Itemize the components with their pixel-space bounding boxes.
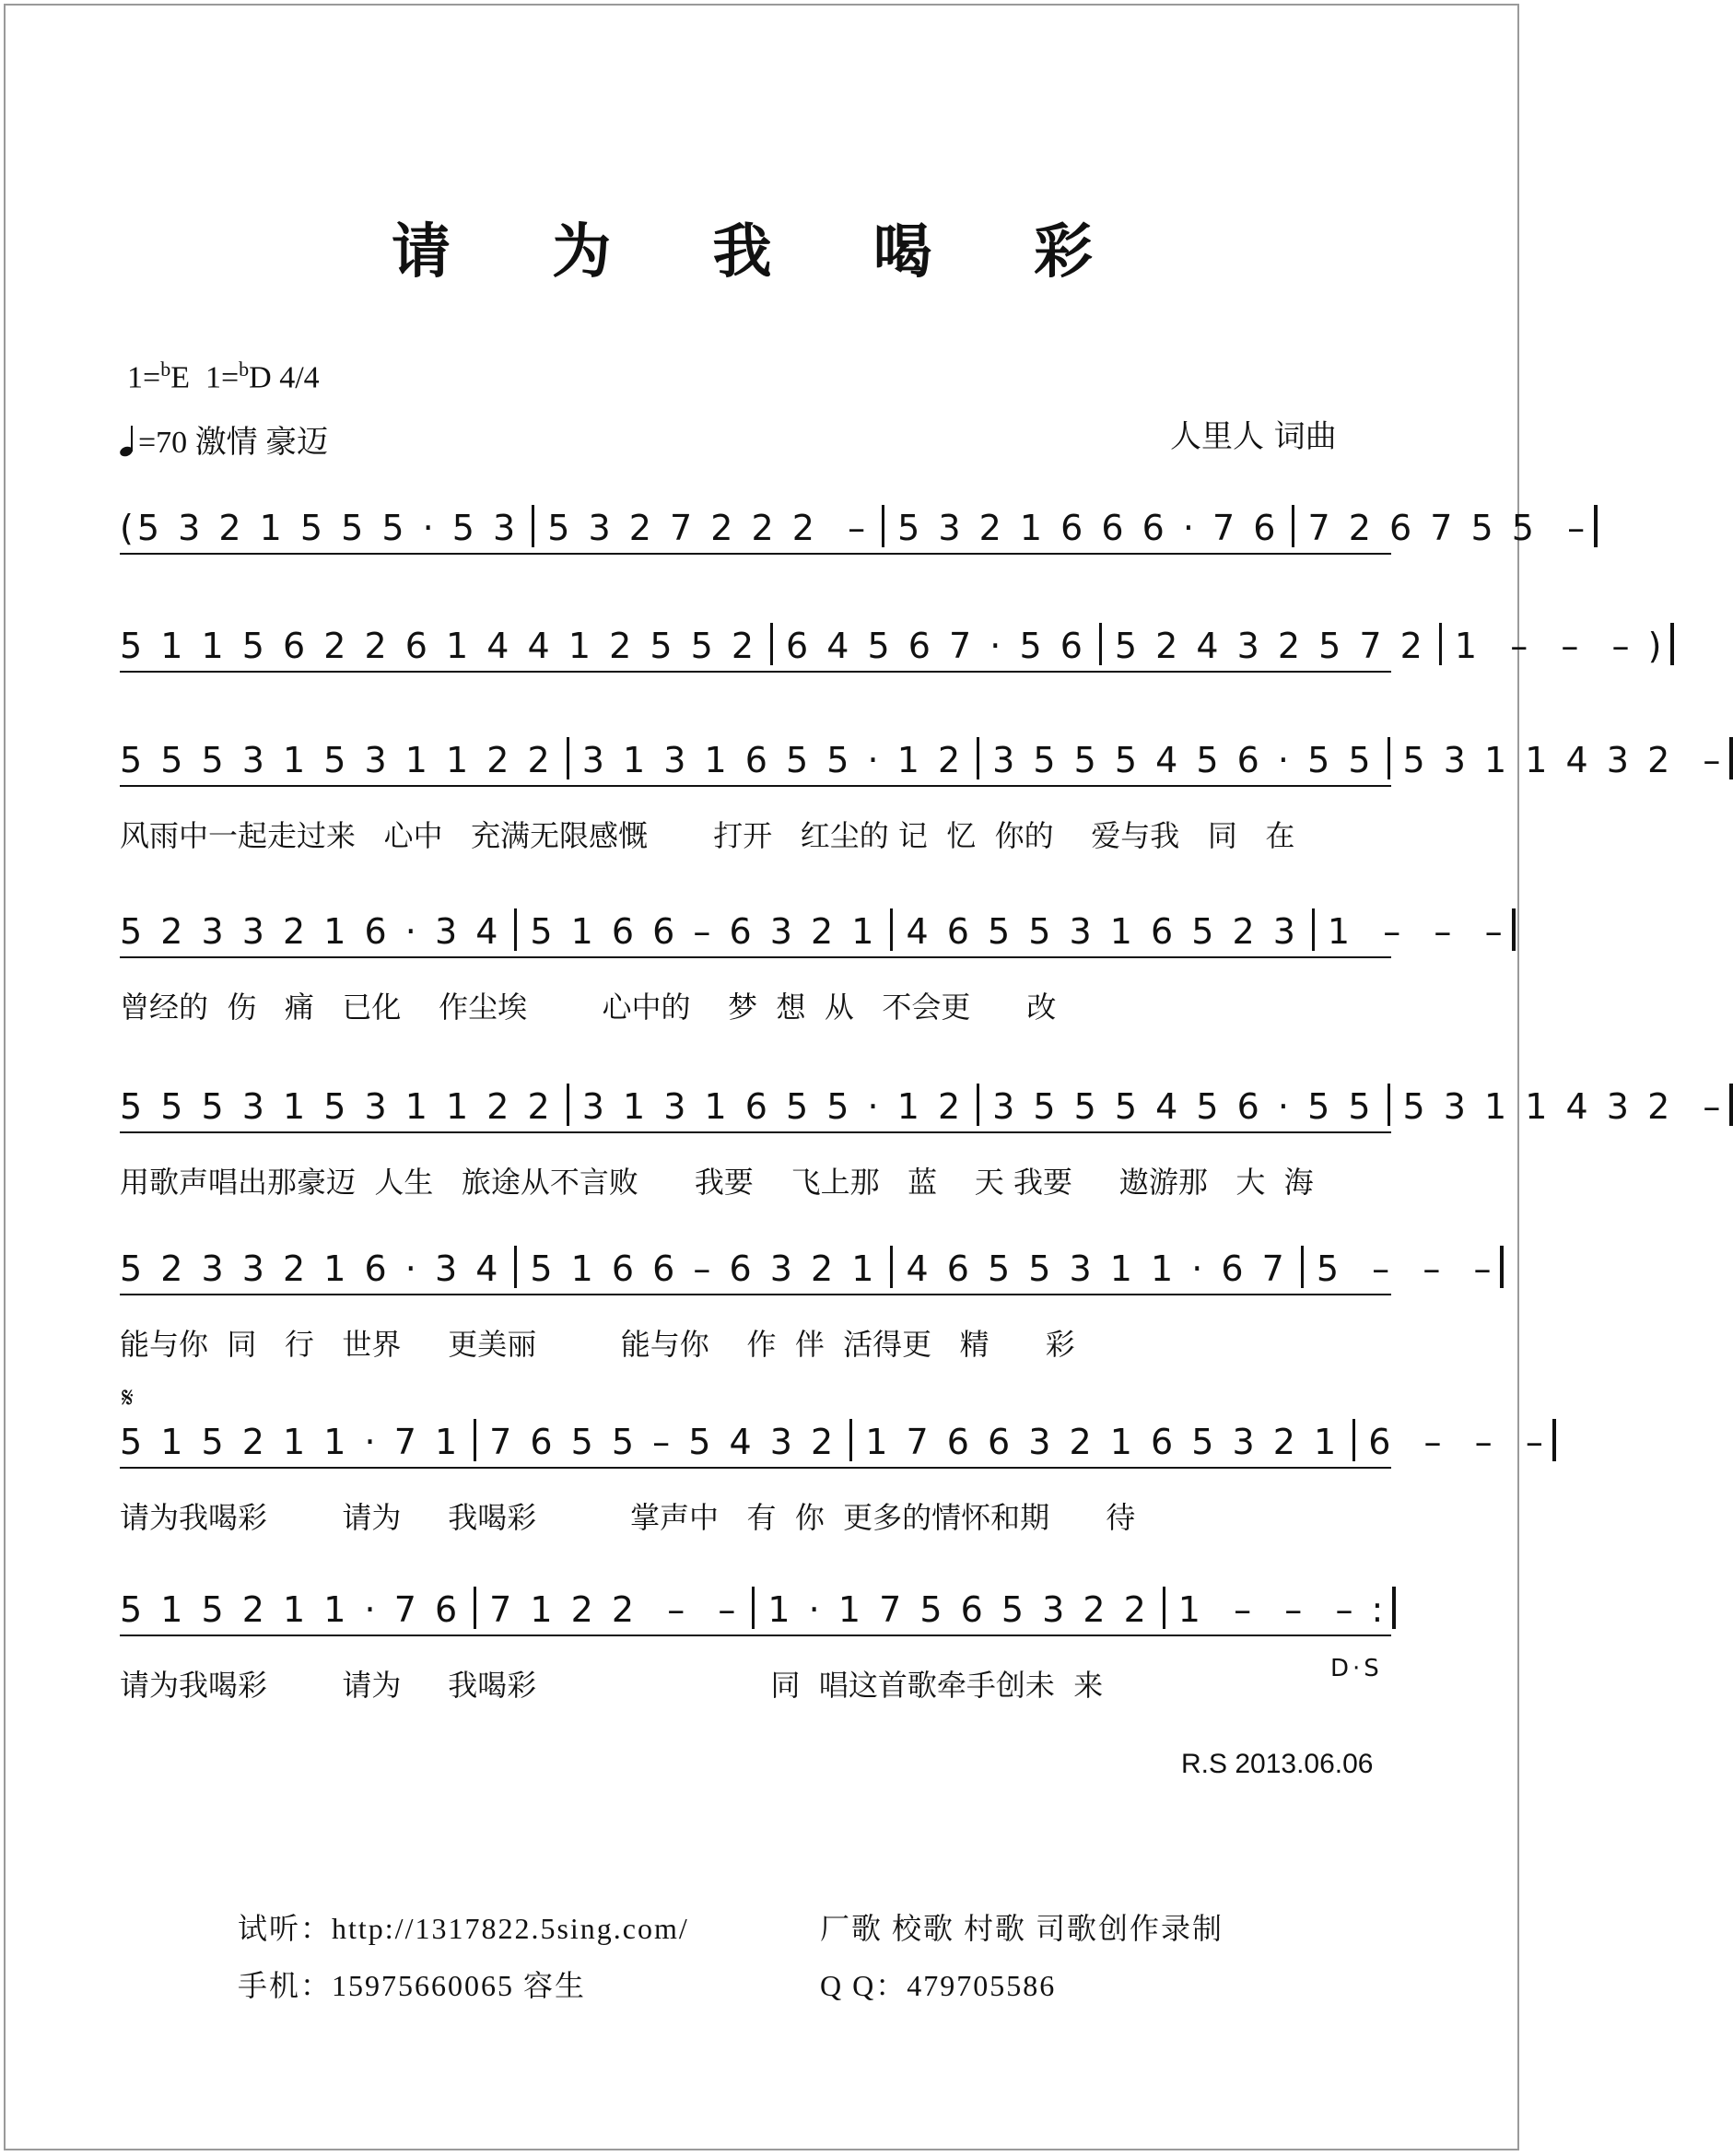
footer-phone: 手机：15975660065 容生: [238, 1969, 587, 2002]
measure: 1 – – – :: [1177, 1589, 1388, 1630]
score-line: [120, 623, 1666, 674]
measure: 5 1 6 6 – 6 3 2 1: [530, 911, 878, 952]
song-title: 请 为 我 喝 彩: [391, 218, 1134, 287]
barline: [849, 1419, 852, 1461]
measure: 5 2 3 3 2 1 6 · 3 4: [120, 1248, 502, 1289]
score-line: [120, 908, 1506, 1026]
flat-sign-1: b: [160, 357, 171, 381]
page-border: [4, 4, 1519, 2150]
underline-beam: [120, 1131, 1391, 1133]
barline: [882, 505, 884, 547]
underline-beam: [120, 785, 1391, 787]
measure: 7 2 6 7 5 5 –: [1307, 508, 1589, 548]
measure: 6 4 5 6 7 · 5 6: [786, 626, 1086, 666]
underline-beam: [120, 1635, 1391, 1636]
barline: [1099, 623, 1102, 665]
barline: [770, 623, 773, 665]
time-signature: 4/4: [279, 360, 320, 395]
measure: 5 1 6 6 – 6 3 2 1: [530, 1248, 878, 1289]
segno-icon: 𝄋: [122, 1382, 134, 1414]
measure: 3 5 5 5 4 5 6 · 5 5: [992, 1086, 1375, 1127]
note-row: [120, 737, 1725, 789]
key-part1: 1=: [127, 360, 161, 395]
note-row: [120, 623, 1666, 674]
measure: 5 1 1 5 6 2 2 6 1 4 4 1 2 5 5 2: [120, 626, 758, 666]
measure: 3 5 5 5 4 5 6 · 5 5: [992, 740, 1375, 780]
measure: 1 – – –: [1327, 911, 1506, 952]
barline: [1352, 1419, 1355, 1461]
barline: [1292, 505, 1294, 547]
measure: 1 – – – ): [1454, 626, 1666, 666]
barline: [532, 505, 534, 547]
footer-service: 厂歌 校歌 村歌 司歌创作录制: [820, 1912, 1224, 1945]
key-name-2: D: [249, 360, 272, 395]
note-row: [120, 1419, 1547, 1471]
measure: 1 · 1 7 5 6 5 3 2 2: [767, 1589, 1150, 1630]
barline: [1388, 737, 1390, 779]
footer-qq: Q Q：479705586: [820, 1969, 1057, 2002]
barline: [1439, 623, 1442, 665]
score-line: [120, 1587, 1410, 1705]
key-signature: [127, 357, 320, 395]
barline: [514, 908, 517, 951]
underline-beam: [120, 1294, 1391, 1295]
measure: 5 2 3 3 2 1 6 · 3 4: [120, 911, 502, 952]
score-line: [120, 1419, 1547, 1537]
barline: [1500, 1246, 1504, 1288]
lyrics-line: 曾经的 伤 痛 已化 作尘埃 心中的 梦 想 从 不会更 改: [120, 990, 1057, 1025]
barline: [1392, 1587, 1396, 1629]
measure: 7 1 2 2 – –: [489, 1589, 740, 1630]
measure: 7 6 5 5 – 5 4 3 2: [489, 1422, 837, 1462]
underline-beam: [120, 1467, 1391, 1469]
signature-date: R.S 2013.06.06: [1181, 1749, 1374, 1779]
note-row: [120, 1246, 1495, 1297]
measure: 5 5 5 3 1 5 3 1 1 2 2: [120, 1086, 554, 1127]
measure: 4 6 5 5 3 1 6 5 2 3: [906, 911, 1299, 952]
score-line: [120, 1084, 1725, 1201]
barline: [1729, 1084, 1733, 1126]
measure: 3 1 3 1 6 5 5 · 1 2: [581, 1086, 965, 1127]
measure: 1 7 6 6 3 2 1 6 5 3 2 1: [865, 1422, 1341, 1462]
measure: 5 2 4 3 2 5 7 2: [1114, 626, 1426, 666]
score-line: [120, 1246, 1495, 1364]
barline: [752, 1587, 755, 1629]
flat-sign-2: b: [239, 357, 250, 381]
measure: 5 3 1 1 4 3 2 –: [1402, 1086, 1725, 1127]
underline-beam: [120, 553, 1391, 555]
key-part2: 1=: [205, 360, 240, 395]
barline: [890, 1246, 893, 1288]
underline-beam: [120, 671, 1391, 673]
measure: 5 3 2 1 6 6 6 · 7 6: [897, 508, 1280, 548]
measure: 5 5 5 3 1 5 3 1 1 2 2: [120, 740, 554, 780]
measure: 3 1 3 1 6 5 5 · 1 2: [581, 740, 965, 780]
score-line: [120, 505, 1589, 557]
barline: [1312, 908, 1315, 951]
note-row: [120, 1084, 1725, 1135]
key-name-1: E: [170, 360, 190, 395]
barline: [1163, 1587, 1165, 1629]
score-line: [120, 737, 1725, 855]
footer-listen-link: 试听：http://1317822.5sing.com/: [238, 1912, 689, 1945]
barline: [977, 1084, 979, 1126]
barline: [890, 908, 893, 951]
underline-beam: [120, 956, 1391, 958]
barline: [474, 1419, 476, 1461]
measure: 6 – – –: [1368, 1422, 1547, 1462]
barline: [514, 1246, 517, 1288]
barline: [1301, 1246, 1304, 1288]
note-row: [120, 908, 1506, 960]
barline: [1552, 1419, 1556, 1461]
measure: 5 1 5 2 1 1 · 7 6: [120, 1589, 462, 1630]
barline: [567, 737, 569, 779]
barline: [1594, 505, 1598, 547]
lyrics-line: 能与你 同 行 世界 更美丽 能与你 作 伴 活得更 精 彩: [120, 1327, 1075, 1362]
barline: [1512, 908, 1516, 951]
barline: [567, 1084, 569, 1126]
dal-segno-mark: D·S: [1330, 1655, 1383, 1682]
note-row: [120, 505, 1589, 557]
measure: 5 3 2 7 2 2 2 –: [547, 508, 870, 548]
tempo-value: =70: [138, 426, 188, 460]
barline: [1388, 1084, 1390, 1126]
lyrics-line: 用歌声唱出那豪迈 人生 旅途从不言败 我要 飞上那 蓝 天 我要 遨游那 大 海: [120, 1165, 1314, 1200]
barline: [1729, 737, 1733, 779]
lyrics-line: 风雨中一起走过来 心中 充满无限感慨 打开 红尘的 记 忆 你的 爱与我 同 在: [120, 818, 1295, 853]
note-row: [120, 1587, 1410, 1638]
lyricist-composer-credit: 人里人 词曲: [1170, 418, 1337, 455]
lyrics-line: 请为我喝彩 请为 我喝彩 掌声中 有 你 更多的情怀和期 待: [120, 1500, 1136, 1535]
tempo-expression: 激情 豪迈: [194, 426, 329, 460]
barline: [977, 737, 979, 779]
quarter-note-icon: [120, 425, 138, 456]
measure: 4 6 5 5 3 1 1 · 6 7: [906, 1248, 1288, 1289]
measure: 5 3 1 1 4 3 2 –: [1402, 740, 1725, 780]
barline: [474, 1587, 476, 1629]
tempo-marking: [120, 416, 328, 462]
measure: 5 – – –: [1316, 1248, 1495, 1289]
measure: 5 1 5 2 1 1 · 7 1: [120, 1422, 462, 1462]
lyrics-line: 请为我喝彩 请为 我喝彩 同 唱这首歌牵手创未 来: [120, 1668, 1104, 1703]
barline: [1670, 623, 1674, 665]
measure: (5 3 2 1 5 5 5 · 5 3: [120, 508, 520, 548]
